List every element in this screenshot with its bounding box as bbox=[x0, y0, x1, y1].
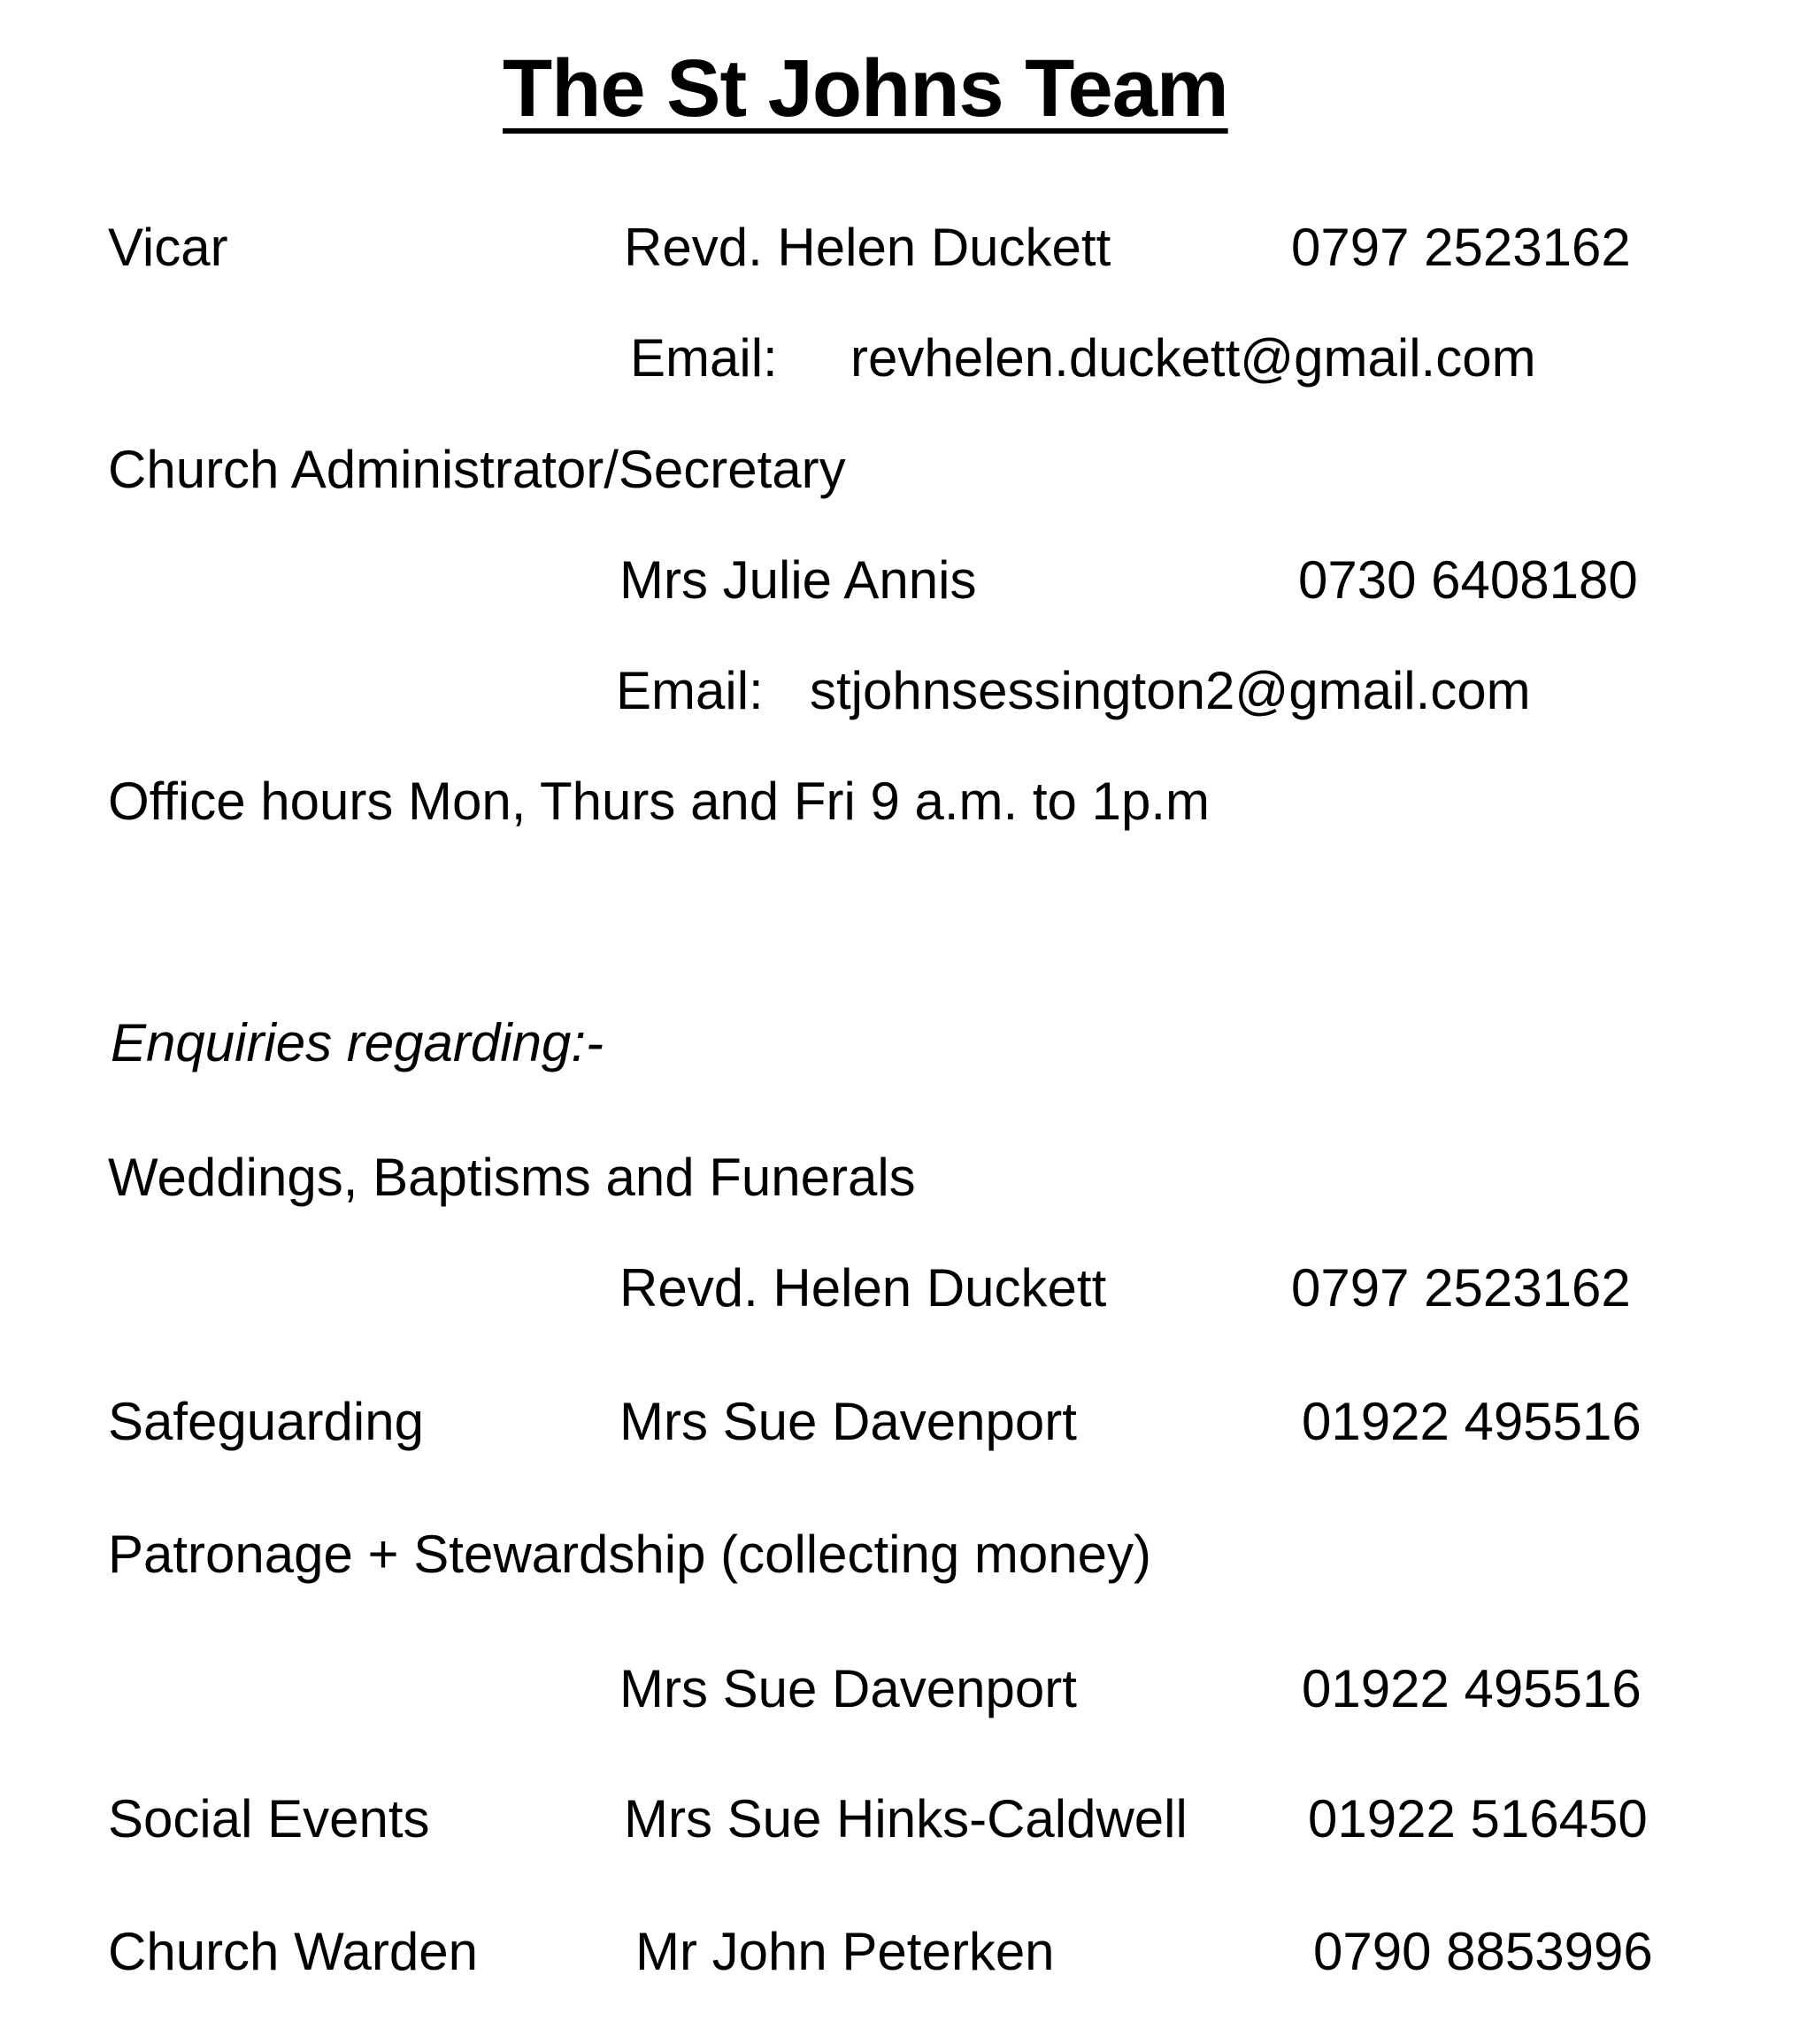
social-name: Mrs Sue Hinks-Caldwell bbox=[624, 1789, 1188, 1848]
warden-phone: 0790 8853996 bbox=[1313, 1922, 1653, 1981]
admin-name: Mrs Julie Annis bbox=[619, 550, 977, 610]
patronage-role: Patronage + Stewardship (collecting money) bbox=[108, 1525, 1151, 1584]
social-phone: 01922 516450 bbox=[1308, 1789, 1648, 1848]
admin-email-label: Email: bbox=[616, 661, 764, 720]
admin-email[interactable]: stjohnsessington2@gmail.com bbox=[810, 661, 1531, 720]
patronage-phone: 01922 495516 bbox=[1302, 1659, 1642, 1718]
weddings-role: Weddings, Baptisms and Funerals bbox=[108, 1148, 916, 1207]
warden-role: Church Warden bbox=[108, 1922, 478, 1981]
office-hours: Office hours Mon, Thurs and Fri 9 a.m. to 1p.m bbox=[108, 772, 1210, 831]
vicar-role: Vicar bbox=[108, 218, 228, 277]
social-role: Social Events bbox=[108, 1789, 430, 1848]
weddings-name: Revd. Helen Duckett bbox=[619, 1258, 1107, 1318]
weddings-phone: 0797 2523162 bbox=[1291, 1258, 1631, 1318]
admin-role: Church Administrator/Secretary bbox=[108, 440, 846, 499]
safeguarding-phone: 01922 495516 bbox=[1302, 1392, 1642, 1451]
warden-name: Mr John Peterken bbox=[635, 1922, 1055, 1981]
page-title: The St Johns Team bbox=[503, 43, 1228, 134]
vicar-email[interactable]: revhelen.duckett@gmail.com bbox=[850, 328, 1536, 388]
vicar-name: Revd. Helen Duckett bbox=[624, 218, 1111, 277]
admin-phone: 0730 6408180 bbox=[1298, 550, 1638, 610]
patronage-name: Mrs Sue Davenport bbox=[619, 1659, 1077, 1718]
safeguarding-role: Safeguarding bbox=[108, 1392, 424, 1451]
safeguarding-name: Mrs Sue Davenport bbox=[619, 1392, 1077, 1451]
vicar-phone: 0797 2523162 bbox=[1291, 218, 1631, 277]
enquiries-heading: Enquiries regarding:- bbox=[111, 1013, 604, 1072]
vicar-email-label: Email: bbox=[630, 328, 778, 388]
